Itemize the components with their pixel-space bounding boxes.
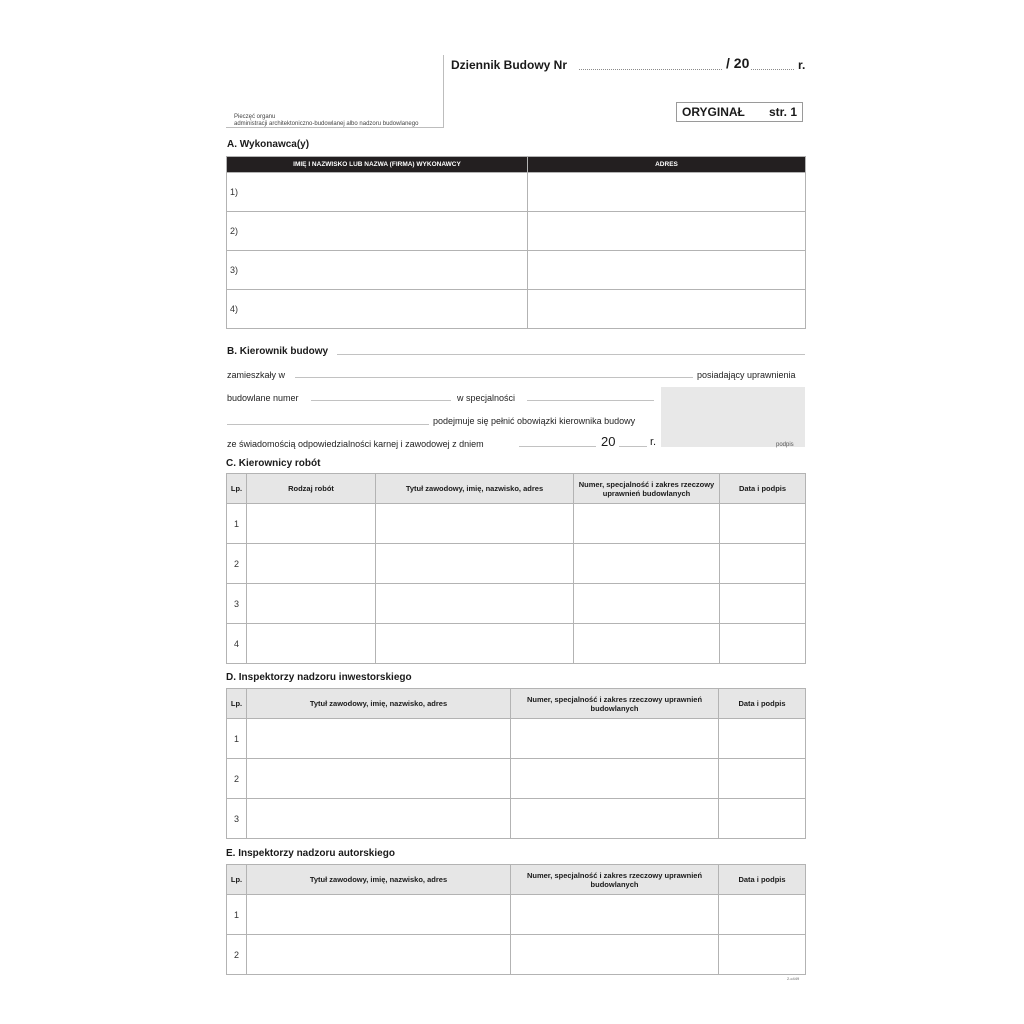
start-year-suffix: r. bbox=[650, 436, 657, 448]
contractor-address-cell[interactable] bbox=[528, 173, 806, 212]
table-cell[interactable] bbox=[247, 895, 511, 935]
start-year-field[interactable] bbox=[619, 440, 647, 447]
table-cell[interactable] bbox=[247, 624, 376, 664]
table-cell[interactable] bbox=[511, 935, 719, 975]
table-cell[interactable] bbox=[720, 504, 806, 544]
journal-year-field[interactable] bbox=[751, 61, 794, 70]
table-cell[interactable] bbox=[247, 544, 376, 584]
specialty-continued-field[interactable] bbox=[227, 418, 429, 425]
col-date-signature: Data i podpis bbox=[719, 689, 806, 719]
page-number: str. 1 bbox=[768, 105, 797, 119]
section-a-title: A. Wykonawca(y) bbox=[227, 139, 310, 150]
table-cell[interactable] bbox=[574, 624, 720, 664]
col-permit-details: Numer, specjalność i zakres rzeczowy uprawnień budowlanych bbox=[574, 474, 720, 504]
contractor-address-cell[interactable] bbox=[528, 290, 806, 329]
duties-text: podejmuje się pełnić obowiązki kierownika budowy bbox=[433, 416, 636, 426]
col-lp: Lp. bbox=[227, 865, 247, 895]
contractor-name-cell[interactable]: 1) bbox=[227, 173, 528, 212]
col-lp: Lp. bbox=[227, 689, 247, 719]
journal-year-prefix: / 20 bbox=[726, 55, 750, 71]
table-cell[interactable] bbox=[511, 719, 719, 759]
contractor-address-cell[interactable] bbox=[528, 251, 806, 290]
row-number: 2 bbox=[227, 759, 247, 799]
original-label: ORYGINAŁ bbox=[682, 105, 745, 119]
table-cell[interactable] bbox=[574, 504, 720, 544]
table-cell[interactable] bbox=[247, 935, 511, 975]
signature-box[interactable] bbox=[661, 387, 805, 447]
col-work-type: Rodzaj robót bbox=[247, 474, 376, 504]
table-cell[interactable] bbox=[574, 544, 720, 584]
section-e-title: E. Inspektorzy nadzoru autorskiego bbox=[226, 848, 395, 859]
works-managers-table bbox=[226, 473, 806, 664]
table-row bbox=[227, 935, 806, 975]
row-number: 4 bbox=[227, 624, 247, 664]
responsibility-text: ze świadomością odpowiedzialności karnej i zawodowej z dniem bbox=[227, 439, 484, 449]
contractor-address-cell[interactable] bbox=[528, 212, 806, 251]
table-row bbox=[227, 290, 806, 329]
contractors-table bbox=[226, 156, 806, 329]
table-cell[interactable] bbox=[247, 504, 376, 544]
section-b-title: B. Kierownik budowy bbox=[227, 346, 329, 357]
table-cell[interactable] bbox=[511, 799, 719, 839]
col-date-signature: Data i podpis bbox=[719, 865, 806, 895]
row-number: 3 bbox=[227, 584, 247, 624]
table-cell[interactable] bbox=[247, 759, 511, 799]
table-cell[interactable] bbox=[719, 935, 806, 975]
table-cell[interactable] bbox=[719, 799, 806, 839]
table-row bbox=[227, 584, 806, 624]
table-row bbox=[227, 173, 806, 212]
author-inspectors-table bbox=[226, 864, 806, 975]
table-row bbox=[227, 504, 806, 544]
table-cell[interactable] bbox=[376, 504, 574, 544]
row-number: 3 bbox=[227, 799, 247, 839]
table-row bbox=[227, 759, 806, 799]
table-row bbox=[227, 251, 806, 290]
col-lp: Lp. bbox=[227, 474, 247, 504]
residence-label: zamieszkały w bbox=[227, 370, 286, 380]
row-number: 1 bbox=[227, 895, 247, 935]
start-date-field[interactable] bbox=[519, 440, 596, 447]
permissions-label: posiadający uprawnienia bbox=[697, 370, 796, 380]
table-row bbox=[227, 895, 806, 935]
table-cell[interactable] bbox=[376, 624, 574, 664]
col-title-name-address: Tytuł zawodowy, imię, nazwisko, adres bbox=[247, 689, 511, 719]
table-cell[interactable] bbox=[720, 624, 806, 664]
table-cell[interactable] bbox=[719, 759, 806, 799]
table-cell[interactable] bbox=[719, 895, 806, 935]
table-cell[interactable] bbox=[247, 584, 376, 624]
manager-name-field[interactable] bbox=[337, 348, 805, 355]
original-page-box bbox=[676, 102, 803, 122]
journal-year-suffix: r. bbox=[798, 58, 806, 72]
specialty-field[interactable] bbox=[527, 394, 654, 401]
table-cell[interactable] bbox=[720, 584, 806, 624]
col-permit-details: Numer, specjalność i zakres rzeczowy uprawnień budowlanych bbox=[511, 689, 719, 719]
journal-number-field[interactable] bbox=[579, 61, 722, 70]
permit-number-label: budowlane numer bbox=[227, 393, 299, 403]
start-year-prefix: 20 bbox=[601, 434, 616, 449]
row-number: 2 bbox=[227, 544, 247, 584]
table-cell[interactable] bbox=[719, 719, 806, 759]
col-title-name-address: Tytuł zawodowy, imię, nazwisko, adres bbox=[376, 474, 574, 504]
table-cell[interactable] bbox=[247, 719, 511, 759]
journal-title: Dziennik Budowy Nr bbox=[451, 58, 568, 72]
contractor-name-cell[interactable]: 2) bbox=[227, 212, 528, 251]
investor-inspectors-table bbox=[226, 688, 806, 839]
col-address: ADRES bbox=[528, 157, 806, 173]
specialty-label: w specjalności bbox=[457, 393, 516, 403]
row-number: 2 bbox=[227, 935, 247, 975]
table-cell[interactable] bbox=[511, 895, 719, 935]
table-row bbox=[227, 624, 806, 664]
col-permit-details: Numer, specjalność i zakres rzeczowy uprawnień budowlanych bbox=[511, 865, 719, 895]
stamp-caption: Pieczęć organu administracji architektoniczno-budowlanej albo nadzoru budowlanego bbox=[234, 114, 419, 127]
table-row bbox=[227, 719, 806, 759]
section-d-title: D. Inspektorzy nadzoru inwestorskiego bbox=[226, 672, 412, 683]
table-cell[interactable] bbox=[511, 759, 719, 799]
table-cell[interactable] bbox=[720, 544, 806, 584]
form-code: 2-c449 bbox=[787, 976, 800, 981]
table-cell[interactable] bbox=[376, 584, 574, 624]
row-number: 1 bbox=[227, 504, 247, 544]
table-cell[interactable] bbox=[574, 584, 720, 624]
section-c-title: C. Kierownicy robót bbox=[226, 458, 321, 469]
table-cell[interactable] bbox=[376, 544, 574, 584]
table-cell[interactable] bbox=[247, 799, 511, 839]
col-date-signature: Data i podpis bbox=[720, 474, 806, 504]
table-row bbox=[227, 799, 806, 839]
signature-label: podpis bbox=[776, 442, 794, 448]
contractor-name-cell[interactable]: 4) bbox=[227, 290, 528, 329]
table-row bbox=[227, 544, 806, 584]
contractor-name-cell[interactable]: 3) bbox=[227, 251, 528, 290]
col-title-name-address: Tytuł zawodowy, imię, nazwisko, adres bbox=[247, 865, 511, 895]
row-number: 1 bbox=[227, 719, 247, 759]
residence-field[interactable] bbox=[295, 371, 693, 378]
permit-number-field[interactable] bbox=[311, 394, 451, 401]
col-contractor-name: IMIĘ I NAZWISKO LUB NAZWA (FIRMA) WYKONAWCY bbox=[227, 157, 528, 173]
table-row bbox=[227, 212, 806, 251]
